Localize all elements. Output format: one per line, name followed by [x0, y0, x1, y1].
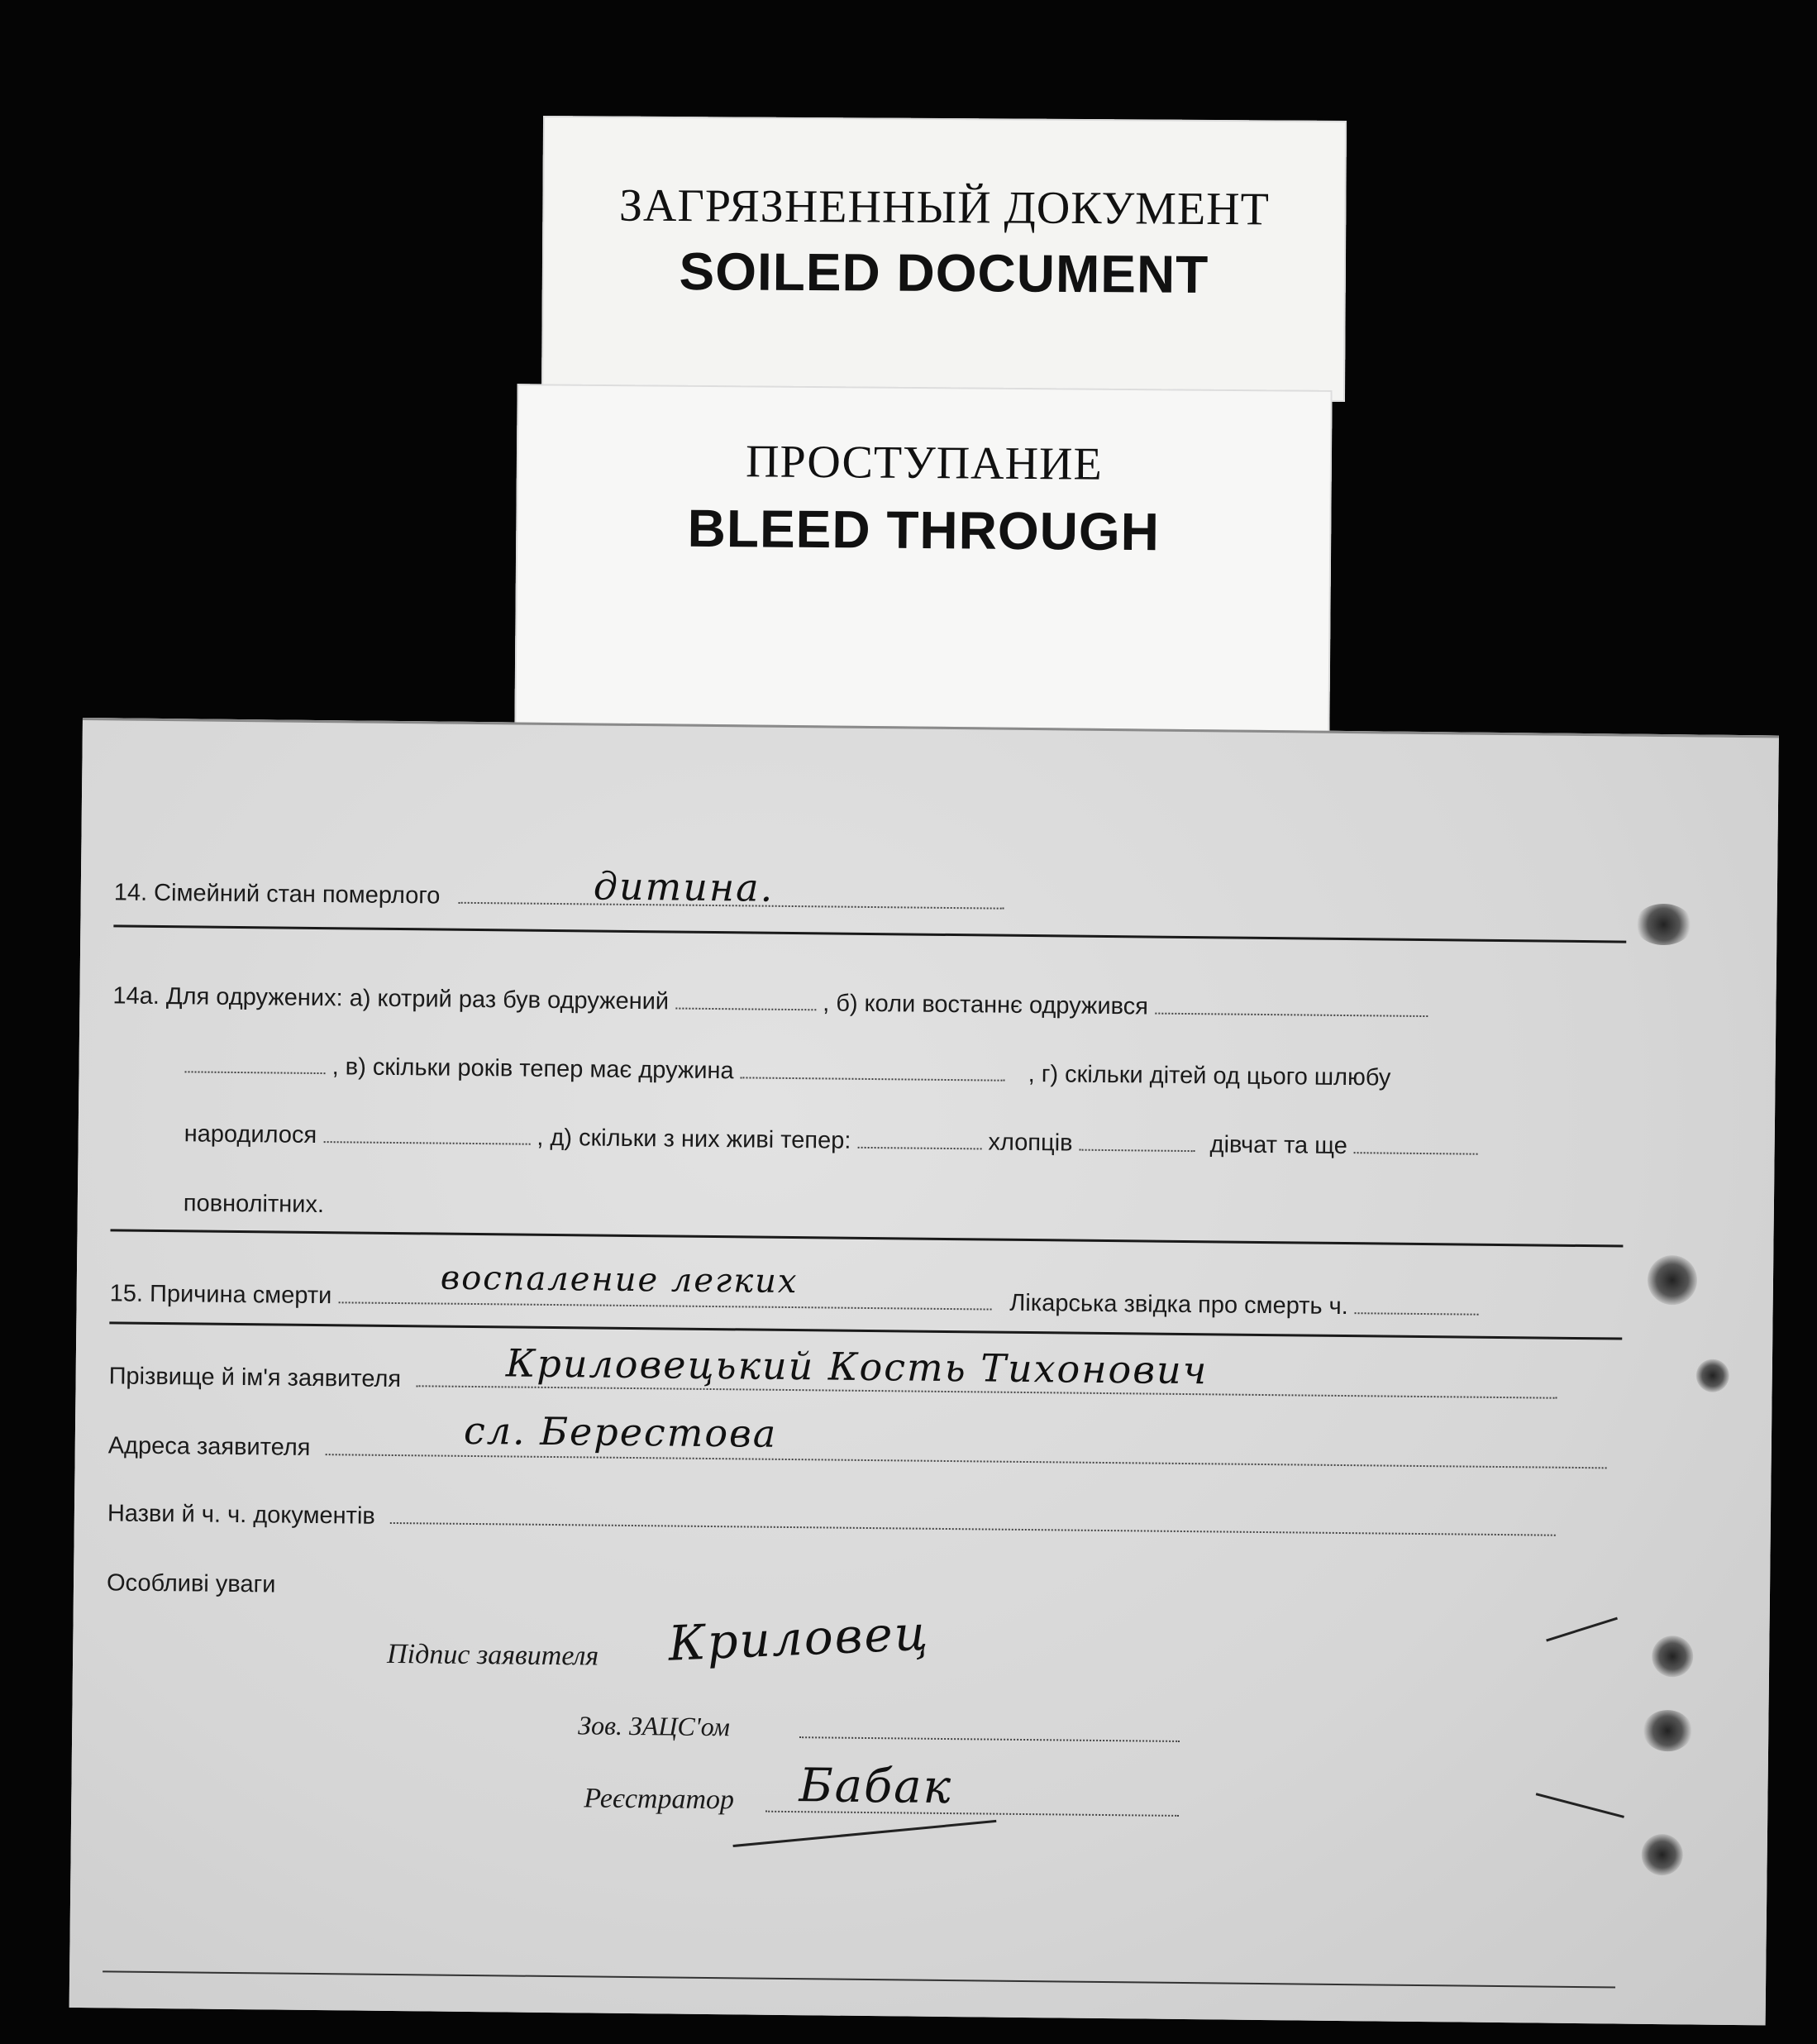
applicant-address-value: сл. Берестова: [463, 1407, 778, 1456]
signature-label: Підпис заявителя: [386, 1638, 599, 1672]
bleed-label-en: BLEED THROUGH: [687, 498, 1161, 562]
item-14a-text-1: 14а. Для одружених: а) котрий раз був одружений: [112, 982, 670, 1015]
punch-hole-1: [1648, 1255, 1698, 1306]
zags-label: Зов. ЗАЦС'ом: [578, 1710, 731, 1742]
registrar-signature: Бабак: [799, 1759, 953, 1815]
item-14a-text-3d: дівчат та ще: [1209, 1131, 1348, 1160]
item-14a-text-1b: , б) коли востаннє одружився: [823, 990, 1149, 1020]
tear-mark-2: [1536, 1793, 1624, 1818]
item-15-label: 15. Причина смерти: [109, 1280, 332, 1310]
soiled-label-en: SOILED DOCUMENT: [679, 241, 1209, 304]
notes-row: [107, 1569, 276, 1598]
item-14a-line2: [184, 1052, 1390, 1091]
documents-label: Назви й ч. ч. документів: [107, 1500, 375, 1530]
item-15-suffix-dots: [1355, 1307, 1479, 1316]
item-14a-text-2a: , в) скільки років тепер має дружина: [331, 1053, 734, 1085]
applicant-address-row: [108, 1432, 1607, 1475]
item-14a-dots-3d: [1354, 1147, 1478, 1155]
item-14a-line3: [184, 1120, 1479, 1161]
item-14-value: дитина.: [593, 863, 775, 910]
item-15-value: воспаление легких: [440, 1258, 799, 1301]
death-record-form: [69, 718, 1779, 2025]
item-14a-dots-1: [675, 1003, 816, 1011]
item-14-row: [114, 879, 1004, 915]
tear-mark-1: [1634, 904, 1693, 946]
zags-dots: [799, 1731, 1180, 1742]
punch-hole-2: [1696, 1359, 1729, 1392]
divider-15: [109, 1321, 1622, 1340]
item-14a-dots-3b: [857, 1142, 981, 1150]
soiled-document-card: [541, 116, 1347, 402]
item-14a-dots-2b: [741, 1072, 1005, 1081]
item-14a-text-3c: хлопців: [988, 1129, 1073, 1157]
zags-dots-row: [799, 1717, 1180, 1749]
bottom-rule: [103, 1970, 1615, 1988]
notes-label: Особливі уваги: [106, 1569, 276, 1598]
applicant-address-label: Адреса заявителя: [107, 1432, 311, 1461]
divider-14: [113, 924, 1626, 943]
soiled-label-ru: ЗАГРЯЗНЕННЫЙ ДОКУМЕНТ: [618, 179, 1270, 236]
item-14a-text-3a: народилося: [184, 1120, 317, 1149]
item-15-suffix: Лікарська звідка про смерть ч.: [1009, 1289, 1348, 1320]
tear-mark-3: [1546, 1617, 1618, 1642]
applicant-name-label: Прізвище й ім'я заявителя: [108, 1363, 402, 1393]
bleed-through-card: [514, 384, 1332, 736]
registrar-flourish: [732, 1820, 996, 1847]
item-14a-dots-3a: [323, 1136, 530, 1145]
item-14a-line1: [112, 982, 1428, 1024]
documents-dots: [390, 1517, 1556, 1536]
item-14a-text-2b: , г) скільки дітей од цього шлюбу: [1028, 1061, 1391, 1091]
bleed-label-ru: ПРОСТУПАНИЕ: [745, 436, 1103, 490]
punch-hole-3: [1652, 1636, 1694, 1678]
item-14a-dots-2: [185, 1066, 326, 1074]
divider-14a: [110, 1229, 1623, 1247]
item-14a-text-3b: , д) скільки з них живі тепер:: [537, 1124, 851, 1154]
item-14a-dots-3c: [1080, 1144, 1195, 1152]
punch-hole-5: [1641, 1834, 1683, 1876]
applicant-name-value: Криловецький Кость Тихонович: [505, 1340, 1209, 1393]
registrar-label: Реєстратор: [584, 1783, 735, 1816]
item-14a-text-4: повнолітних.: [183, 1190, 325, 1219]
item-14-label: 14. Сімейний стан померлого: [113, 879, 441, 910]
item-14a-dots-1b: [1155, 1008, 1428, 1017]
punch-hole-4: [1643, 1710, 1693, 1752]
documents-row: [107, 1500, 1556, 1542]
signature-value: Криловец: [667, 1604, 931, 1672]
item-14a-line4: [184, 1190, 325, 1219]
